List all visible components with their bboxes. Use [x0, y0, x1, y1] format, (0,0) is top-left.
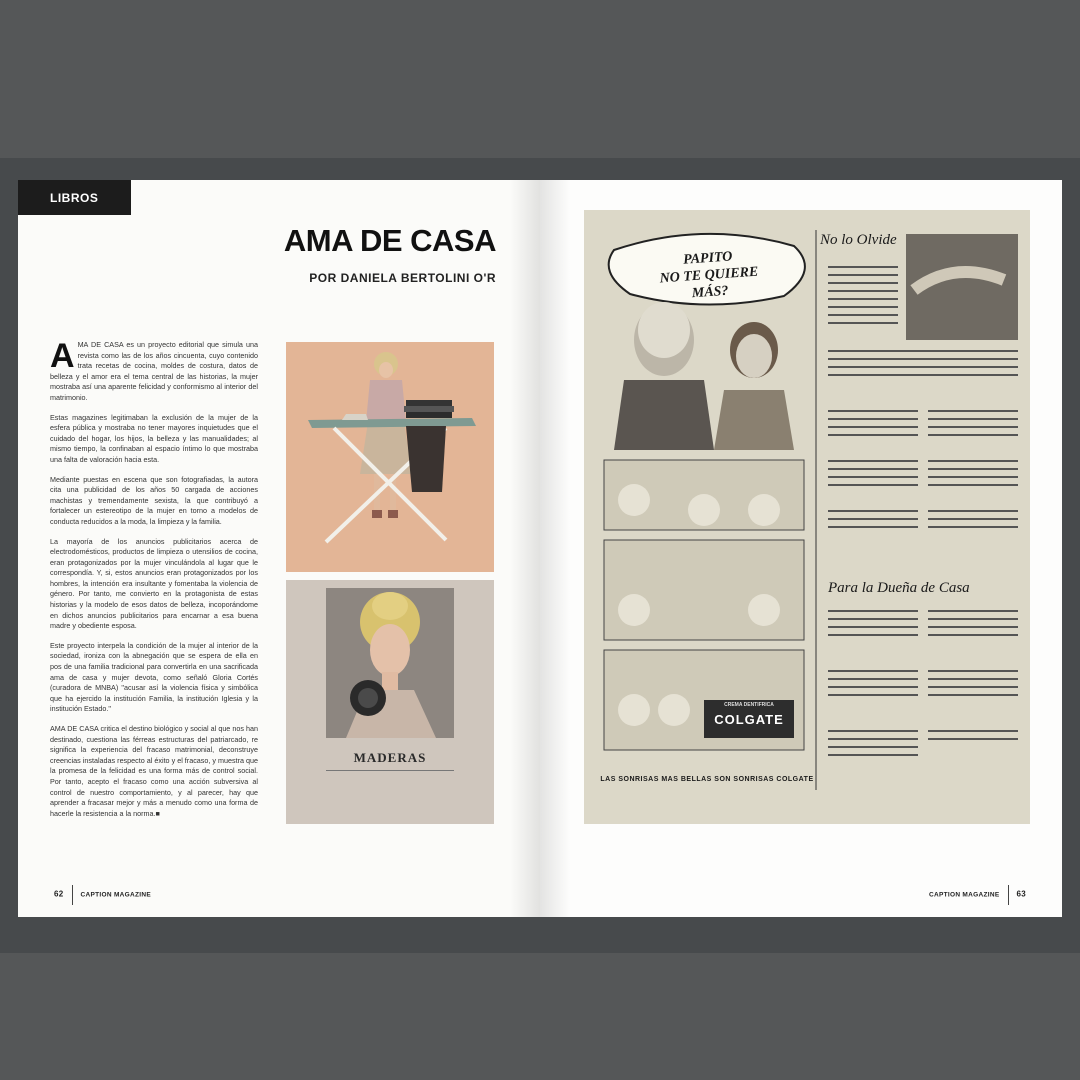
ironing-illustration: [286, 342, 494, 572]
footer-magazine: CAPTION MAGAZINE: [928, 891, 1000, 899]
page-number: 63: [1016, 889, 1026, 899]
article-title: AMA DE CASA: [283, 223, 496, 258]
page-number: 62: [54, 889, 64, 899]
magazine-spread: [18, 180, 1062, 917]
ironing-photo: [286, 342, 494, 572]
article-byline: POR DANIELA BERTOLINI O'R: [309, 271, 496, 285]
paragraph: AMA DE CASA critica el destino biológico y social al que nos han destinado, cuestiona las férreas estructuras del patriarcado, re significa la experiencia del fracaso matrimonial, deconstruye creencias instaladas respecto al éxito y el fracaso, y muestra que la promesa de la felicidad es una forma más de control social. Por tanto, acepto el fracaso como una acción subversiva al control de nuestro comportamiento, y al parecer, hay que aprender a fracasar mejor y más a menudo como una forma de hacerle la resistencia a la norma.■: [50, 724, 258, 818]
paragraph: Mediante puestas en escena que son fotografiadas, la autora cita una publicidad de los años 50 cargada de acciones machistas y tremendamente sexista, la que contribuyó a fortalecer un estereotipo de la mujer en torno a modelos de conducta reducidos a la moda, la limpieza y la familia.: [50, 474, 258, 526]
speech-bubble-text: PAPITO NO TE QUIERE MÁS?: [659, 249, 759, 302]
footer-divider: [1008, 885, 1009, 905]
drop-cap: A: [50, 337, 75, 375]
gutter-shadow: [510, 180, 540, 917]
gutter-shadow: [540, 180, 570, 917]
brand-sub: CREMA DENTIFRICA: [724, 702, 774, 708]
vintage-heading-2: Para la Dueña de Casa: [828, 580, 970, 596]
top-band: [0, 0, 1080, 158]
vintage-ad-photo: [286, 580, 494, 824]
brand-logo: COLGATE: [714, 712, 784, 727]
vintage-magazine-clipping: [584, 210, 1030, 824]
paragraph: AMA DE CASA es un proyecto editorial que simula una revista como las de los años cincuenta, cuyo contenido trata recetas de cocina, moldes de costura, datos de belleza y el amor era el tema central de las historias, la mujer mostraba así una aparente felicidad y conformismo al interior del matrimonio.: [50, 337, 258, 402]
ad-banner: LAS SONRISAS MAS BELLAS SON SONRISAS COLGATE: [600, 776, 814, 783]
footer-divider: [72, 885, 73, 905]
section-tag: LIBROS: [18, 180, 131, 215]
article-body: [50, 337, 258, 828]
right-footer: [929, 885, 1026, 905]
ad-fine-print: [326, 770, 454, 795]
paragraph: Este proyecto interpela la condición de la mujer al interior de la sociedad, ironiza con la abnegación que se espera de ella en pos de una familia tradicional para convertirla en una sacrificada ama de casa y mujer devota, como señaló Gloria Cortés (curadora de MNBA) "acusar así la violencia física y simbólica que ha ejercido la institución Familia, la institución Iglesia y la institución Estado.": [50, 640, 258, 714]
left-footer: [54, 885, 151, 905]
left-page: [18, 180, 540, 917]
footer-magazine: CAPTION MAGAZINE: [80, 891, 152, 899]
paragraph: Estas magazines legitimaban la exclusión de la mujer de la esfera pública y mostraba no tener mayores inquietudes que el cuidado del hogar, los hijos, la belleza y las manualidades; al mismo tiempo, la confinaban al espacio íntimo lo que mostraba una falta de valoración hacia esta.: [50, 412, 258, 464]
right-page: [540, 180, 1062, 917]
vintage-heading-1: No lo Olvide: [820, 232, 897, 248]
paragraph: La mayoría de los anuncios publicitarios acerca de electrodomésticos, productos de limpieza o utensilios de cocina, eran protagonizados por la mujer vinculándola al lugar que le correspondía. Y, si, estos anuncios eran protagonizados por los hombres, la intención era insultante y fomentaba la violencia de género. Por tanto, me convierto en la protagonista de estas historias y la modelo de esos datos de belleza, incoporándome en dichos anuncios publicitarios para encarnar a esa buena madre y obediente esposa.: [50, 536, 258, 631]
ad-label: MADERAS: [353, 750, 427, 765]
